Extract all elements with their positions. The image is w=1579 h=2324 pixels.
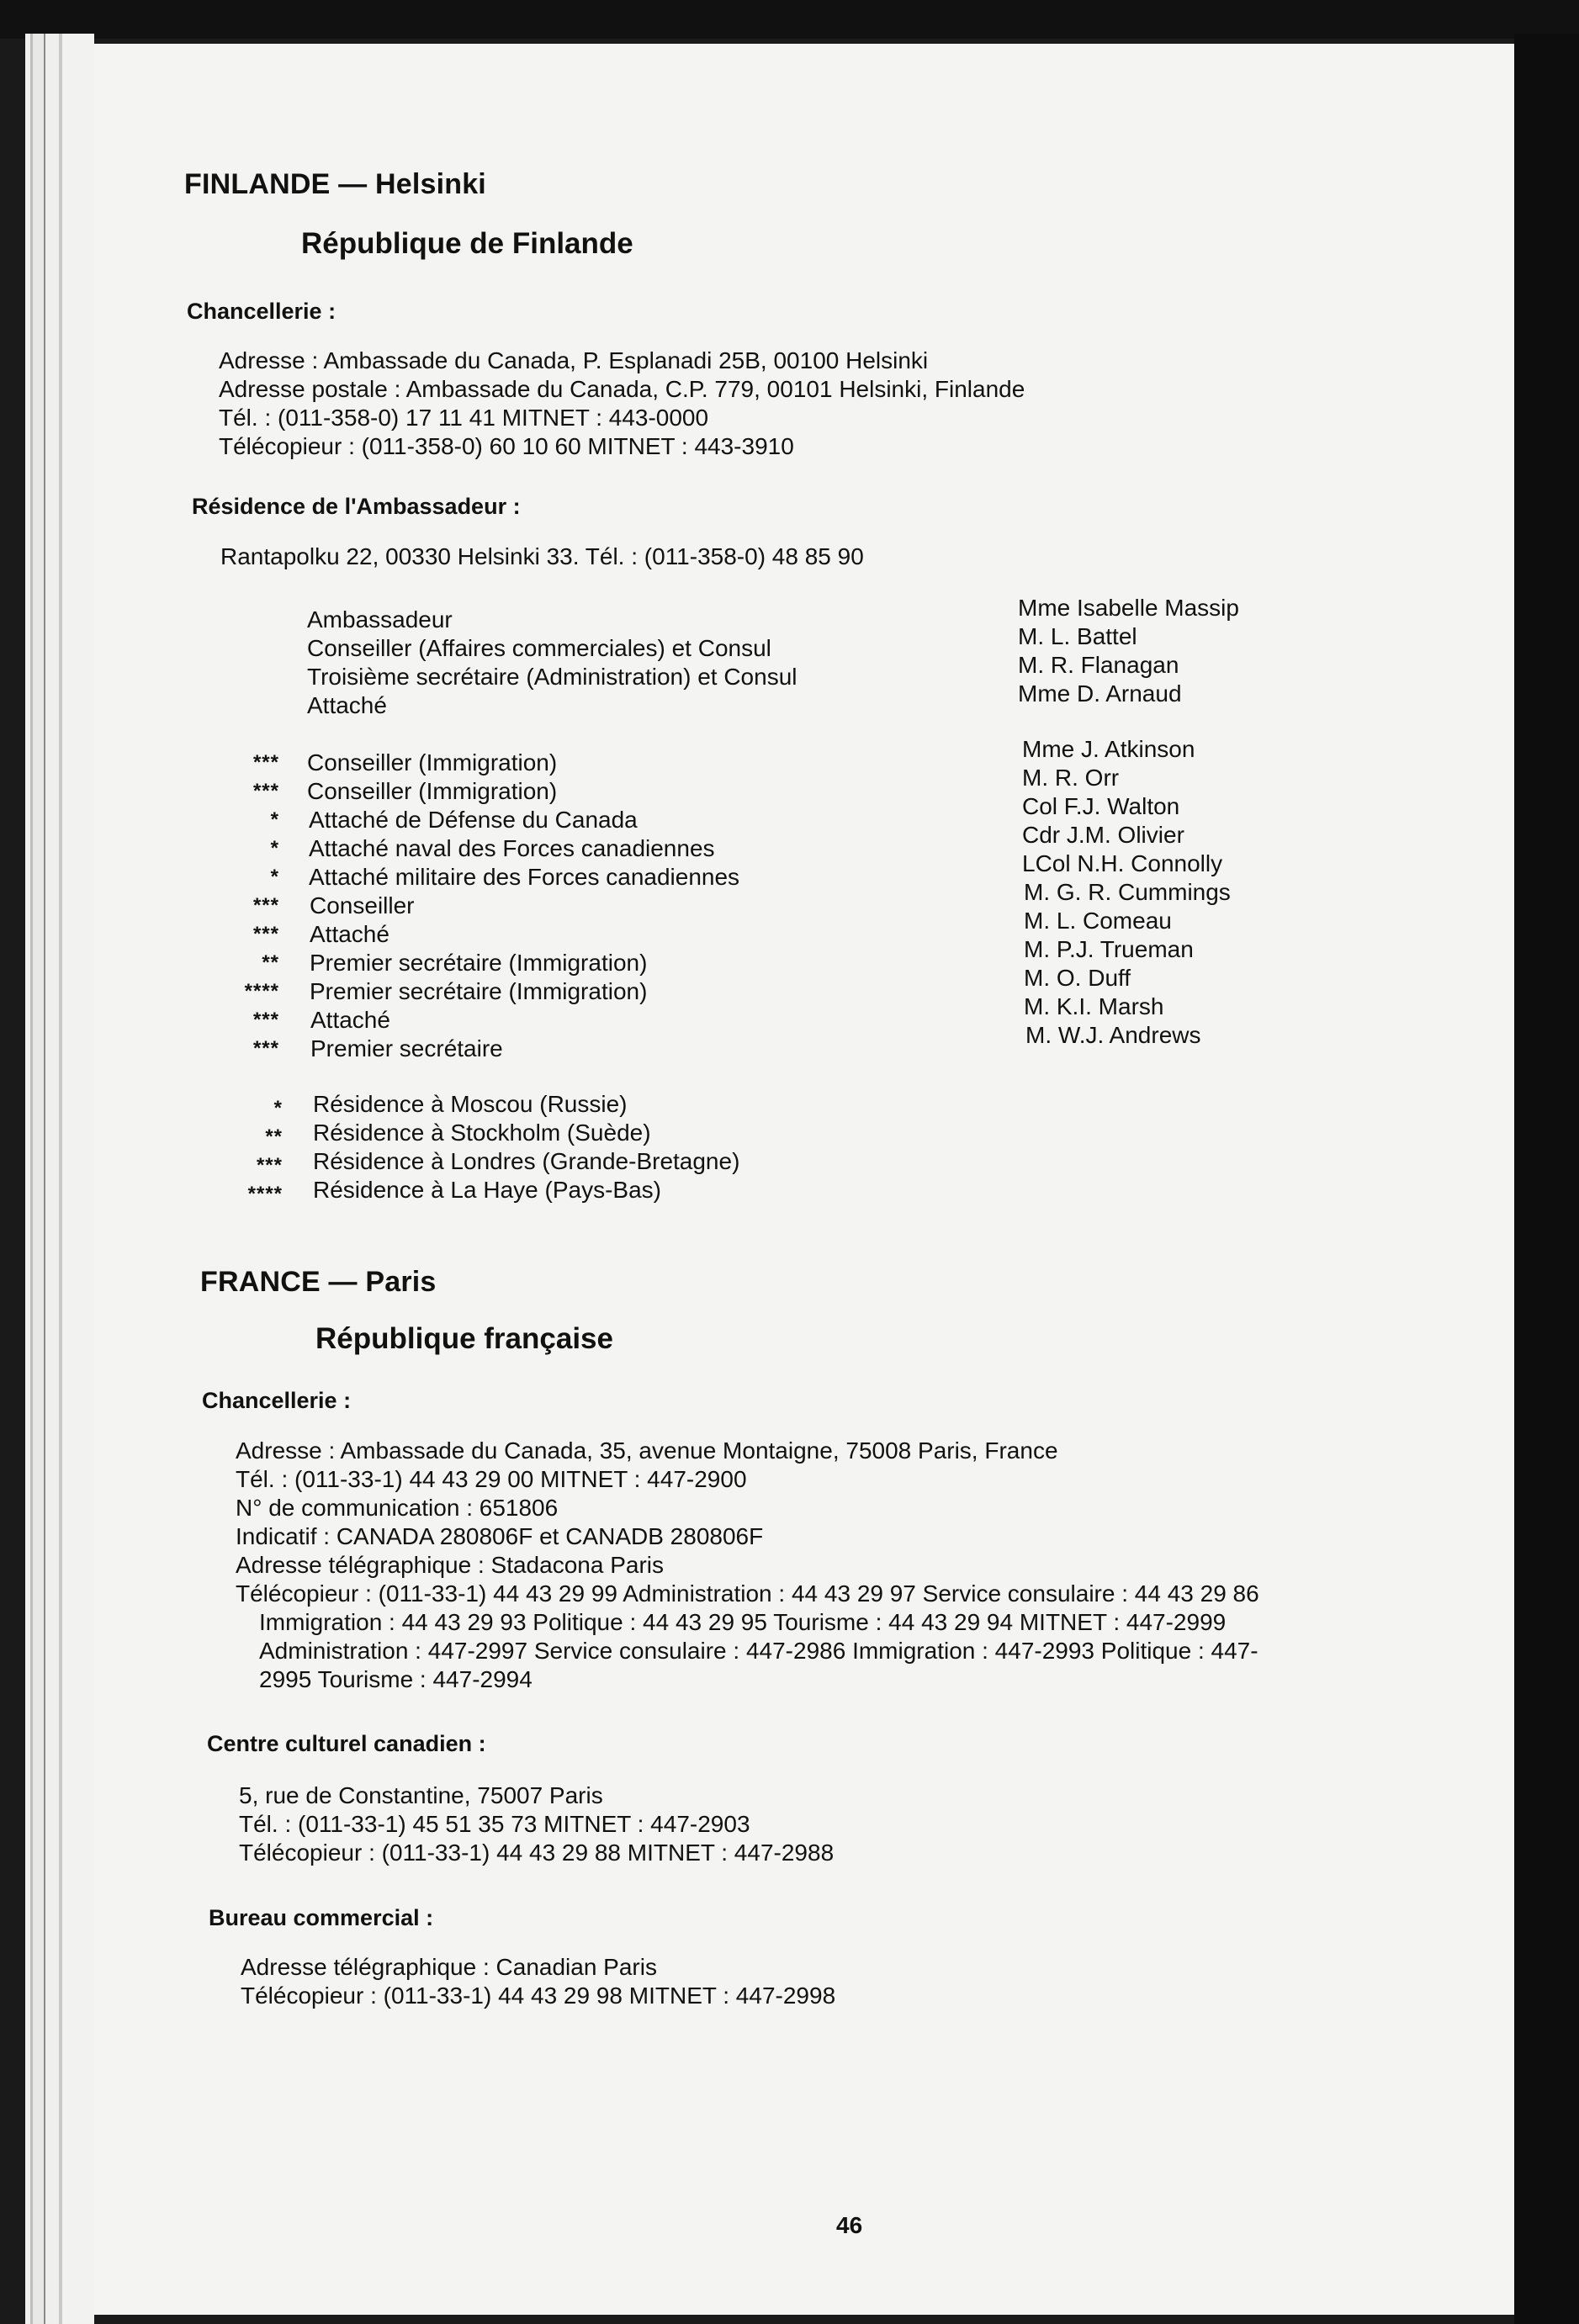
footnote-marker: * bbox=[270, 866, 279, 888]
staff-title: Conseiller (Immigration) bbox=[307, 749, 558, 776]
staff-name: M. R. Flanagan bbox=[1018, 652, 1179, 678]
fax-continuation-line: Immigration : 44 43 29 93 Politique : 44 43 29 95 Tourisme : 44 43 29 94 MITNET : 447-2999 bbox=[259, 1609, 1227, 1635]
footnote-marker: * bbox=[270, 837, 279, 860]
staff-title: Conseiller (Affaires commerciales) et Consul bbox=[307, 635, 771, 661]
country-heading-finland: FINLANDE — Helsinki bbox=[184, 168, 486, 200]
chancellerie-address-finland bbox=[219, 347, 1025, 461]
staff-title: Attaché militaire des Forces canadiennes bbox=[309, 864, 740, 890]
footnote-text: Résidence à Stockholm (Suède) bbox=[313, 1120, 651, 1146]
address-line: Adresse : Ambassade du Canada, 35, avenue Montaigne, 75008 Paris, France bbox=[236, 1437, 1058, 1464]
postal-address-line: Adresse postale : Ambassade du Canada, C.P. 779, 00101 Helsinki, Finlande bbox=[219, 376, 1025, 402]
staff-title: Conseiller (Immigration) bbox=[307, 778, 558, 804]
staff-title: Attaché naval des Forces canadiennes bbox=[309, 835, 715, 861]
footnote-marker: **** bbox=[244, 980, 279, 1003]
page-number: 46 bbox=[836, 2212, 863, 2238]
address-line: Adresse : Ambassade du Canada, P. Esplanadi 25B, 00100 Helsinki bbox=[219, 347, 929, 373]
telegraphic-address-line: Adresse télégraphique : Stadacona Paris bbox=[236, 1552, 664, 1578]
staff-name: M. P.J. Trueman bbox=[1024, 936, 1194, 962]
communication-number-line: N° de communication : 651806 bbox=[236, 1495, 559, 1521]
footnote-marker: * bbox=[270, 808, 279, 831]
telegraphic-address-line: Adresse télégraphique : Canadian Paris bbox=[241, 1954, 657, 1980]
footnote-marker: *** bbox=[256, 1154, 283, 1177]
footnote-text: Résidence à Londres (Grande-Bretagne) bbox=[313, 1148, 740, 1174]
staff-title: Attaché bbox=[310, 1007, 390, 1033]
scan-right-edge bbox=[1514, 34, 1579, 2324]
fax-line: Télécopieur : (011-33-1) 44 43 29 98 MITNET : 447-2998 bbox=[241, 1983, 836, 2009]
staff-name: M. R. Orr bbox=[1022, 765, 1120, 791]
staff-name: M. O. Duff bbox=[1024, 965, 1131, 991]
address-line: 5, rue de Constantine, 75007 Paris bbox=[239, 1782, 603, 1808]
footnote-marker: *** bbox=[252, 1008, 279, 1031]
mitnet-continuation-line: Administration : 447-2997 Service consulaire : 447-2986 Immigration : 447-2993 Politique : 447- bbox=[259, 1638, 1258, 1664]
staff-name: M. L. Battel bbox=[1018, 623, 1137, 649]
republic-title-finland: République de Finlande bbox=[301, 227, 633, 260]
country-heading-france: FRANCE — Paris bbox=[200, 1266, 437, 1298]
footnote-marker: *** bbox=[252, 780, 279, 802]
residence-label-finland: Résidence de l'Ambassadeur : bbox=[192, 494, 521, 519]
phone-line: Tél. : (011-358-0) 17 11 41 MITNET : 443-0000 bbox=[219, 405, 709, 431]
staff-name: M. G. R. Cummings bbox=[1024, 879, 1231, 905]
footnote-marker: ** bbox=[262, 951, 279, 974]
staff-name: LCol N.H. Connolly bbox=[1022, 850, 1223, 876]
staff-name: Cdr J.M. Olivier bbox=[1022, 822, 1184, 848]
phone-line: Tél. : (011-33-1) 45 51 35 73 MITNET : 447-2903 bbox=[239, 1811, 750, 1837]
staff-title: Premier secrétaire (Immigration) bbox=[310, 950, 648, 976]
residence-address-finland: Rantapolku 22, 00330 Helsinki 33. Tél. : (011-358-0) 48 85 90 bbox=[220, 543, 864, 569]
commercial-bureau-details bbox=[241, 1953, 835, 2010]
staff-name: Mme J. Atkinson bbox=[1022, 736, 1195, 762]
staff-title: Attaché bbox=[307, 692, 387, 718]
commercial-bureau-label: Bureau commercial : bbox=[209, 1905, 434, 1930]
chancellerie-details-france bbox=[236, 1437, 1259, 1694]
footnote-text: Résidence à La Haye (Pays-Bas) bbox=[313, 1177, 661, 1203]
cultural-centre-label: Centre culturel canadien : bbox=[207, 1731, 486, 1756]
chancellerie-label-finland: Chancellerie : bbox=[187, 299, 336, 324]
staff-title: Attaché de Défense du Canada bbox=[309, 807, 638, 833]
staff-name: M. W.J. Andrews bbox=[1025, 1022, 1201, 1048]
footnote-marker: * bbox=[273, 1097, 283, 1120]
staff-title: Troisième secrétaire (Administration) et Consul bbox=[307, 664, 797, 690]
footnote-marker: ** bbox=[265, 1125, 283, 1148]
phone-line: Tél. : (011-33-1) 44 43 29 00 MITNET : 447-2900 bbox=[236, 1466, 747, 1492]
footnote-marker: *** bbox=[252, 751, 279, 774]
staff-name: Col F.J. Walton bbox=[1022, 793, 1180, 819]
staff-title: Conseiller bbox=[310, 892, 415, 918]
footnote-marker: *** bbox=[252, 923, 279, 945]
cultural-centre-details bbox=[239, 1781, 834, 1867]
staff-name: M. L. Comeau bbox=[1024, 908, 1172, 934]
book-binding bbox=[25, 34, 94, 2324]
staff-name: M. K.I. Marsh bbox=[1024, 993, 1164, 1019]
fax-line: Télécopieur : (011-358-0) 60 10 60 MITNET : 443-3910 bbox=[219, 433, 794, 459]
republic-title-france: République française bbox=[315, 1322, 613, 1355]
staff-title: Premier secrétaire (Immigration) bbox=[310, 978, 648, 1004]
staff-title: Ambassadeur bbox=[307, 606, 453, 633]
staff-name: Mme Isabelle Massip bbox=[1018, 595, 1239, 621]
chancellerie-label-france: Chancellerie : bbox=[202, 1388, 352, 1413]
footnote-marker: **** bbox=[247, 1183, 283, 1205]
footnote-marker: *** bbox=[252, 894, 279, 917]
fax-line: Télécopieur : (011-33-1) 44 43 29 88 MITNET : 447-2988 bbox=[239, 1840, 835, 1866]
staff-name: Mme D. Arnaud bbox=[1018, 680, 1182, 707]
scan-top-edge bbox=[0, 0, 1579, 39]
fax-line: Télécopieur : (011-33-1) 44 43 29 99 Administration : 44 43 29 97 Service consulaire : 44 43 29 86 bbox=[236, 1580, 1259, 1607]
staff-title: Attaché bbox=[310, 921, 389, 947]
footnote-text: Résidence à Moscou (Russie) bbox=[313, 1091, 628, 1117]
footnote-marker: *** bbox=[252, 1037, 279, 1060]
mitnet-continuation-line: 2995 Tourisme : 447-2994 bbox=[259, 1666, 533, 1692]
staff-title: Premier secrétaire bbox=[310, 1035, 503, 1061]
indicatif-line: Indicatif : CANADA 280806F et CANADB 280806F bbox=[236, 1523, 764, 1549]
